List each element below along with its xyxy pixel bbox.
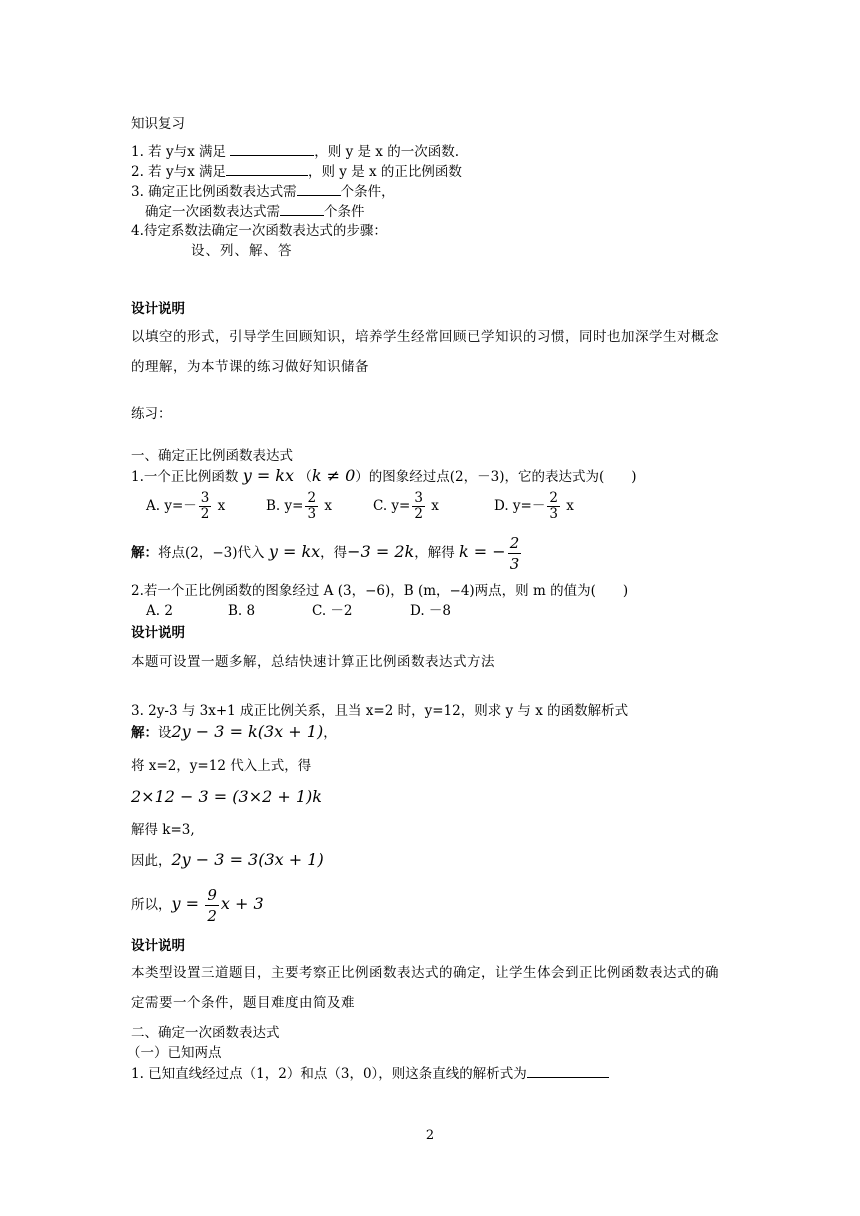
review-q3-cont: 确定一次函数表达式需 个条件 [145, 204, 365, 220]
review-q1: 1. 若 y与x 满足 ，则 y 是 x 的一次函数. [131, 144, 459, 160]
review-q4: 4.待定系数法确定一次函数表达式的步骤： [131, 223, 387, 239]
review-q3: 3. 确定正比例函数表达式需 个条件， [131, 184, 395, 200]
section2-q1: 1. 已知直线经过点（1，2）和点（3，0），则这条直线的解析式为 [131, 1064, 609, 1083]
practice-q1: 1.一个正比例函数 y = kx （k ≠ 0）的图象经过点(2，－3)，它的表达式为( ) [131, 466, 637, 485]
q3-solution-line4: 解得 k=3, [131, 822, 195, 838]
q3-solution-line6: 所以，y = $\frac{9}{2}$ x + 3 [131, 886, 264, 925]
q3-solution-line5: 因此，2y − 3 = 3(3x + 1) [131, 850, 324, 869]
design-body-2: 本题可设置一题多解，总结快速计算正比例函数表达式方法 [131, 654, 495, 670]
blank [280, 202, 324, 216]
blank [297, 182, 341, 196]
section1-title: 一、确定正比例函数表达式 [131, 448, 293, 464]
q3-solution-line2: 将 x=2，y=12 代入上式，得 [131, 758, 312, 774]
design-heading-3: 设计说明 [131, 938, 185, 954]
review-title: 知识复习 [131, 116, 185, 132]
practice-q3: 3. 2y-3 与 3x+1 成正比例关系，且当 x=2 时，y=12，则求 y 与 x 的函数解析式 [131, 703, 629, 719]
blank [230, 142, 314, 156]
design-body-3: 本类型设置三道题目，主要考察正比例函数表达式的确定，让学生体会到正比例函数表达式的确定需要一个条件，题目难度由简及难 [131, 965, 719, 1011]
q2-option-b: B. 8 [228, 603, 256, 619]
design-body-1: 以填空的形式，引导学生回顾知识，培养学生经常回顾已学知识的习惯，同时也加深学生对概念的理解，为本节课的练习做好知识储备 [131, 329, 719, 375]
q2-option-c: C. －2 [312, 603, 353, 619]
practice-q2: 2.若一个正比例函数的图象经过 A (3，−6)，B (m，−4)两点，则 m 的值为( ) [131, 583, 629, 599]
q3-solution-line1: 解：设2y − 3 = k(3x + 1)， [131, 722, 337, 741]
section2-subtitle: （一）已知两点 [127, 1045, 222, 1061]
review-q4-steps: 设、列、解、答 [191, 243, 293, 259]
design-heading-2: 设计说明 [131, 625, 185, 641]
q2-option-a: A. 2 [146, 603, 173, 619]
blank [226, 162, 308, 176]
q1-option-d: D. y=－ $\frac{2}{3}$ x [494, 490, 574, 522]
practice-title: 练习： [131, 406, 172, 422]
q1-option-b: B. y= $\frac{2}{3}$ x [266, 490, 332, 522]
q1-option-c: C. y= $\frac{3}{2}$ x [373, 490, 439, 522]
q1-solution: 解：将点(2，−3)代入 y = kx，得−3 = 2k，解得 k = − $\frac{2}{3}$ [131, 534, 520, 573]
page-number: 2 [425, 1128, 435, 1143]
design-heading-1: 设计说明 [131, 301, 185, 317]
blank [527, 1064, 609, 1078]
q1-option-a: A. y=－ $\frac{3}{2}$ x [146, 490, 226, 522]
review-q2: 2. 若 y与x 满足 ，则 y 是 x 的正比例函数 [131, 164, 462, 180]
q2-option-d: D. －8 [410, 603, 452, 619]
section2-title: 二、确定一次函数表达式 [131, 1025, 280, 1041]
q3-solution-line3: 2×12 − 3 = (3×2 + 1)k [131, 787, 322, 806]
